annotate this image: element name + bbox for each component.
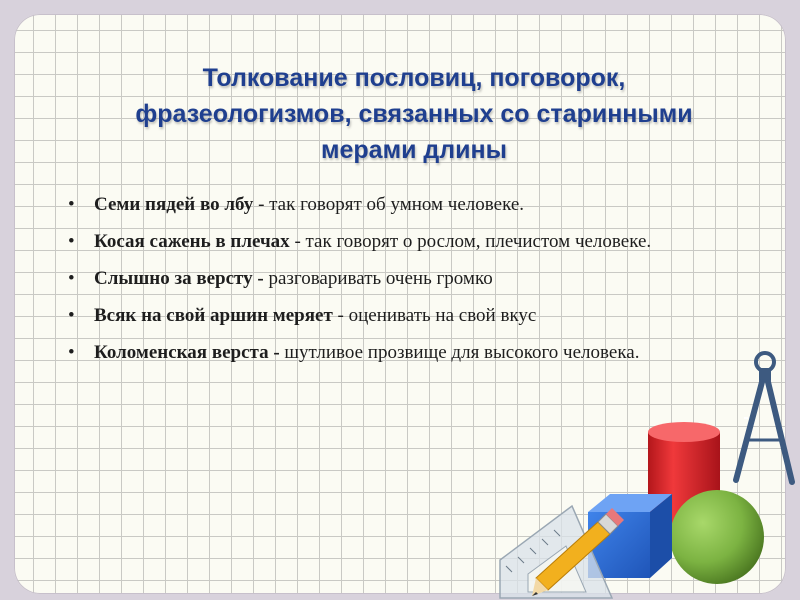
phrase-term: Всяк на свой аршин меряет xyxy=(94,305,333,326)
phrase-term: Косая сажень в плечах xyxy=(94,231,290,252)
title-line-2: фразеологизмов, связанных со старинными xyxy=(135,100,693,128)
phrase-meaning: шутливое прозвище для высокого человека. xyxy=(279,342,640,363)
phrase-meaning: - так говорят об умном человеке. xyxy=(253,194,525,215)
bullet-dot: • xyxy=(68,231,75,252)
bullet-dot: • xyxy=(68,342,75,363)
phrase-meaning: разговаривать очень громко xyxy=(263,268,493,289)
bullet-dot: • xyxy=(68,305,75,326)
bullet-dot: • xyxy=(68,194,75,215)
phrase-meaning: - оценивать на свой вкус xyxy=(332,305,537,326)
phrase-term: Коломенская верста - xyxy=(94,342,280,363)
phrase-meaning: - так говорят о рослом, плечистом человеке. xyxy=(289,231,652,252)
title-line-1: Толкование пословиц, поговорок, xyxy=(202,64,626,92)
compass-icon xyxy=(736,353,792,482)
phrase-term: Слышно за версту - xyxy=(94,268,264,289)
green-sphere-icon xyxy=(670,490,764,584)
phrase-term: Семи пядей во лбу xyxy=(94,194,254,215)
title-line-3: мерами длины xyxy=(321,136,507,164)
bullet-dot: • xyxy=(68,268,75,289)
